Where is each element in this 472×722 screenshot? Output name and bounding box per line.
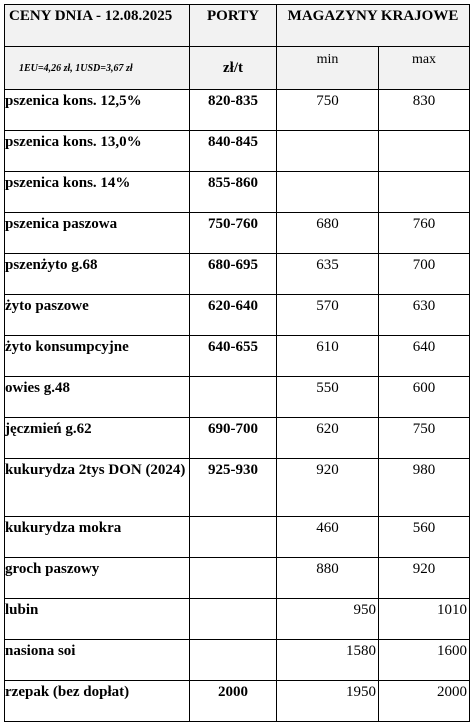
domestic-max-price: 750 <box>379 418 470 459</box>
commodity-name: pszenżyto g.68 <box>5 254 190 295</box>
commodity-name: owies g.48 <box>5 377 190 418</box>
port-price: 855-860 <box>190 172 277 213</box>
port-price: 620-640 <box>190 295 277 336</box>
header-row <box>5 5 470 47</box>
domestic-max-price <box>379 172 470 213</box>
table-row <box>5 254 470 295</box>
domestic-min-price: 1950 <box>277 681 379 722</box>
commodity-name: kukurydza mokra <box>5 517 190 558</box>
domestic-max-price <box>379 131 470 172</box>
domestic-min-price: 550 <box>277 377 379 418</box>
port-price <box>190 377 277 418</box>
domestic-max-price: 1600 <box>379 640 470 681</box>
table-row <box>5 213 470 254</box>
table-row <box>5 681 470 722</box>
commodity-name: jęczmień g.62 <box>5 418 190 459</box>
port-price <box>190 599 277 640</box>
port-price: 640-655 <box>190 336 277 377</box>
domestic-max-price: 980 <box>379 459 470 517</box>
domestic-max-price: 920 <box>379 558 470 599</box>
table-row <box>5 459 470 517</box>
commodity-name: kukurydza 2tys DON (2024) <box>5 459 190 517</box>
table-row <box>5 90 470 131</box>
unit-label: zł/t <box>190 47 277 90</box>
commodity-name: groch paszowy <box>5 558 190 599</box>
domestic-max-price: 1010 <box>379 599 470 640</box>
exchange-rates: 1EU=4,26 zł, 1USD=3,67 zł <box>5 47 190 90</box>
domestic-min-price: 1580 <box>277 640 379 681</box>
max-column-header: max <box>379 47 470 90</box>
domestic-max-price: 600 <box>379 377 470 418</box>
commodity-name: rzepak (bez dopłat) <box>5 681 190 722</box>
table-row <box>5 172 470 213</box>
domestic-min-price: 920 <box>277 459 379 517</box>
domestic-max-price: 2000 <box>379 681 470 722</box>
port-price: 2000 <box>190 681 277 722</box>
table-row <box>5 418 470 459</box>
commodity-name: żyto paszowe <box>5 295 190 336</box>
domestic-min-price: 620 <box>277 418 379 459</box>
commodity-name: pszenica kons. 12,5% <box>5 90 190 131</box>
table-row <box>5 336 470 377</box>
domestic-max-price: 560 <box>379 517 470 558</box>
port-price: 750-760 <box>190 213 277 254</box>
domestic-min-price: 950 <box>277 599 379 640</box>
port-price <box>190 558 277 599</box>
port-price <box>190 640 277 681</box>
domestic-min-price: 880 <box>277 558 379 599</box>
price-rows <box>5 90 470 722</box>
domestic-max-price: 640 <box>379 336 470 377</box>
domestic-min-price: 610 <box>277 336 379 377</box>
domestic-min-price: 635 <box>277 254 379 295</box>
port-price: 820-835 <box>190 90 277 131</box>
domestic-max-price: 700 <box>379 254 470 295</box>
port-price: 690-700 <box>190 418 277 459</box>
domestic-max-price: 760 <box>379 213 470 254</box>
domestic-min-price: 460 <box>277 517 379 558</box>
domestic-max-price: 630 <box>379 295 470 336</box>
port-price: 925-930 <box>190 459 277 517</box>
price-table <box>4 4 470 722</box>
domestic-min-price <box>277 172 379 213</box>
table-row <box>5 377 470 418</box>
min-column-header: min <box>277 47 379 90</box>
domestic-min-price: 570 <box>277 295 379 336</box>
domestic-min-price: 750 <box>277 90 379 131</box>
domestic-warehouses-header: MAGAZYNY KRAJOWE <box>277 5 470 47</box>
commodity-name: żyto konsumpcyjne <box>5 336 190 377</box>
port-price: 840-845 <box>190 131 277 172</box>
ports-column-header: PORTY <box>190 5 277 47</box>
domestic-min-price <box>277 131 379 172</box>
port-price: 680-695 <box>190 254 277 295</box>
commodity-name: pszenica paszowa <box>5 213 190 254</box>
domestic-max-price: 830 <box>379 90 470 131</box>
commodity-name: pszenica kons. 13,0% <box>5 131 190 172</box>
commodity-name: pszenica kons. 14% <box>5 172 190 213</box>
commodity-name: nasiona soi <box>5 640 190 681</box>
port-price <box>190 517 277 558</box>
table-title: CENY DNIA - 12.08.2025 <box>5 5 190 47</box>
table-row <box>5 558 470 599</box>
commodity-name: lubin <box>5 599 190 640</box>
domestic-min-price: 680 <box>277 213 379 254</box>
subheader-row <box>5 47 470 90</box>
table-row <box>5 517 470 558</box>
table-row <box>5 295 470 336</box>
table-row <box>5 640 470 681</box>
table-row <box>5 599 470 640</box>
table-row <box>5 131 470 172</box>
